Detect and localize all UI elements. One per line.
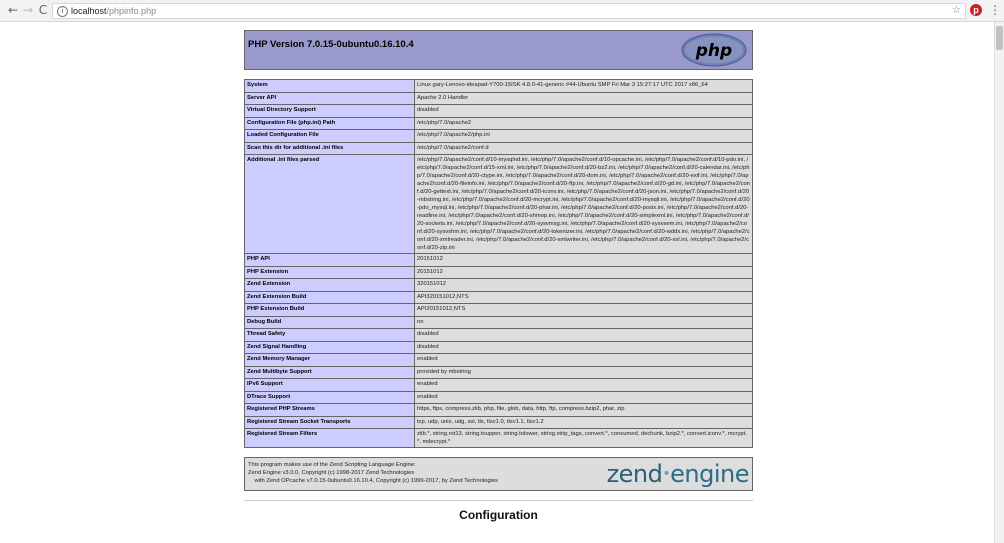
row-key: Registered Stream Filters — [245, 429, 415, 448]
table-row — [245, 416, 753, 429]
row-key: Zend Extension Build — [245, 291, 415, 304]
row-key: Zend Multibyte Support — [245, 366, 415, 379]
table-row — [245, 105, 753, 118]
row-value: https, ftps, compress.zlib, php, file, glob, data, http, ftp, compress.bzip2, phar, zip — [415, 404, 753, 417]
section-divider — [244, 500, 753, 501]
page-scrollbar[interactable] — [994, 22, 1004, 543]
row-key: PHP Extension — [245, 266, 415, 279]
row-value: /etc/php/7.0/apache2/conf.d — [415, 142, 753, 155]
table-row — [245, 142, 753, 155]
row-value: API20151012,NTS — [415, 304, 753, 317]
forward-arrow-icon[interactable]: → — [22, 3, 34, 17]
page-info-icon[interactable]: i — [57, 6, 68, 17]
scrollbar-thumb[interactable] — [996, 26, 1003, 50]
row-value: disabled — [415, 105, 753, 118]
row-key: DTrace Support — [245, 391, 415, 404]
zend-credit-line-3: with Zend OPcache v7.0.15-0ubuntu0.16.10.4, Copyright (c) 1999-2017, by Zend Technologies — [248, 478, 498, 484]
row-key: Zend Signal Handling — [245, 341, 415, 354]
row-key: PHP Extension Build — [245, 304, 415, 317]
table-row — [245, 291, 753, 304]
table-row — [245, 366, 753, 379]
row-value: disabled — [415, 329, 753, 342]
zend-credit-line-1: This program makes use of the Zend Scripting Language Engine: — [248, 462, 416, 468]
zend-logo-main: zend — [606, 460, 663, 488]
php-version-title: PHP Version 7.0.15-0ubuntu0.16.10.4 — [248, 39, 414, 50]
row-value: Apache 2.0 Handler — [415, 92, 753, 105]
url-text — [71, 5, 156, 17]
zend-engine-logo-icon — [607, 460, 749, 488]
table-row — [245, 304, 753, 317]
row-value: zlib.*, string.rot13, string.toupper, string.tolower, string.strip_tags, convert.*, consumed, dechunk, bzip2.*, convert.iconv.*, mcrypt.*, mdecrypt.* — [415, 429, 753, 448]
configuration-heading: Configuration — [459, 508, 538, 522]
back-arrow-icon[interactable]: ← — [7, 3, 19, 17]
zend-credits — [248, 461, 498, 485]
row-value: disabled — [415, 341, 753, 354]
row-key: Scan this dir for additional .ini files — [245, 142, 415, 155]
zend-footer — [244, 457, 753, 491]
row-value: Linux gary-Lenovo-ideapad-Y700-15ISK 4.8.0-41-generic #44-Ubuntu SMP Fri Mar 3 15:27:17 UTC 2017 x86_64 — [415, 80, 753, 93]
row-key: Server API — [245, 92, 415, 105]
row-key: System — [245, 80, 415, 93]
pinterest-extension-icon[interactable]: p — [970, 4, 982, 16]
row-value: /etc/php/7.0/apache2 — [415, 117, 753, 130]
phpinfo-page — [244, 30, 753, 522]
table-row — [245, 379, 753, 392]
bookmark-star-icon[interactable]: ☆ — [952, 5, 961, 16]
url-host: localhost — [71, 6, 107, 16]
row-value: /etc/php/7.0/apache2/conf.d/10-mysqlnd.ini, /etc/php/7.0/apache2/conf.d/10-opcache.ini, /etc/php/7.0/apache2/conf.d/10-pdo.ini, /etc/php/7.0/apache2/conf.d/15-xml.ini, /etc/php/7.0/apache2/conf.d/20-bz2.ini, /etc/php/7.0/apache2/conf.d/20-calendar.ini, /etc/php/7.0/apache2/conf.d/20-ctype.ini, /etc/php/7.0/apache2/conf.d/20-dom.ini, /etc/php/7.0/apache2/conf.d/20-exif.ini, /etc/php/7.0/apache2/conf.d/20-fileinfo.ini, /etc/php/7.0/apache2/conf.d/20-ftp.ini, /etc/php/7.0/apache2/conf.d/20-gd.ini, /etc/php/7.0/apache2/conf.d/20-gettext.ini, /etc/php/7.0/apache2/conf.d/20-iconv.ini, /etc/php/7.0/apache2/conf.d/20-json.ini, /etc/php/7.0/apache2/conf.d/20-mbstring.ini, /etc/php/7.0/apache2/conf.d/20-mcrypt.ini, /etc/php/7.0/apache2/conf.d/20-mysqli.ini, /etc/php/7.0/apache2/conf.d/20-pdo_mysql.ini, /etc/php/7.0/apache2/conf.d/20-phar.ini, /etc/php/7.0/apache2/conf.d/20-posix.ini, /etc/php/7.0/apache2/conf.d/20-readline.ini, /etc/php/7.0/apache2/conf.d/20-shmop.ini, /etc/php/7.0/apache2/conf.d/20-simplexml.ini, /etc/php/7.0/apache2/conf.d/20-sockets.ini, /etc/php/7.0/apache2/conf.d/20-sysvmsg.ini, /etc/php/7.0/apache2/conf.d/20-sysvsem.ini, /etc/php/7.0/apache2/conf.d/20-sysvshm.ini, /etc/php/7.0/apache2/conf.d/20-tokenizer.ini, /etc/php/7.0/apache2/conf.d/20-wddx.ini, /etc/php/7.0/apache2/conf.d/20-xmlreader.ini, /etc/php/7.0/apache2/conf.d/20-xmlwriter.ini, /etc/php/7.0/apache2/conf.d/20-xsl.ini, /etc/php/7.0/apache2/conf.d/20-zip.ini — [415, 155, 753, 254]
browser-menu-icon[interactable]: ⋮ — [989, 3, 1001, 17]
table-row — [245, 266, 753, 279]
row-key: Zend Extension — [245, 279, 415, 292]
table-row — [245, 316, 753, 329]
php-logo-text: php — [695, 41, 733, 61]
info-table — [244, 79, 753, 448]
zend-logo-rest: engine — [670, 460, 749, 488]
url-path: /phpinfo.php — [106, 6, 157, 16]
php-logo-icon — [681, 33, 747, 67]
row-key: Thread Safety — [245, 329, 415, 342]
zend-logo-dot: • — [662, 466, 671, 482]
table-row — [245, 404, 753, 417]
table-row — [245, 80, 753, 93]
row-key: Debug Build — [245, 316, 415, 329]
table-row — [245, 155, 753, 254]
table-row — [245, 329, 753, 342]
version-header — [244, 30, 753, 70]
row-value: 20151012 — [415, 254, 753, 267]
row-value: 20151012 — [415, 266, 753, 279]
row-value: enabled — [415, 354, 753, 367]
row-value: tcp, udp, unix, udg, ssl, tls, tlsv1.0, tlsv1.1, tlsv1.2 — [415, 416, 753, 429]
table-row — [245, 117, 753, 130]
row-key: Configuration File (php.ini) Path — [245, 117, 415, 130]
table-row — [245, 279, 753, 292]
row-value: API320151012,NTS — [415, 291, 753, 304]
address-bar[interactable] — [52, 3, 966, 19]
table-row — [245, 341, 753, 354]
row-key: PHP API — [245, 254, 415, 267]
row-value: /etc/php/7.0/apache2/php.ini — [415, 130, 753, 143]
browser-toolbar — [0, 0, 1004, 22]
row-key: Zend Memory Manager — [245, 354, 415, 367]
row-value: 320151012 — [415, 279, 753, 292]
row-value: enabled — [415, 379, 753, 392]
reload-icon[interactable]: C — [38, 3, 48, 17]
row-key: Registered PHP Streams — [245, 404, 415, 417]
table-row — [245, 354, 753, 367]
row-key: Additional .ini files parsed — [245, 155, 415, 254]
row-key: Virtual Directory Support — [245, 105, 415, 118]
table-row — [245, 429, 753, 448]
row-value: no — [415, 316, 753, 329]
table-row — [245, 92, 753, 105]
row-key: Loaded Configuration File — [245, 130, 415, 143]
row-key: Registered Stream Socket Transports — [245, 416, 415, 429]
row-value: provided by mbstring — [415, 366, 753, 379]
row-key: IPv6 Support — [245, 379, 415, 392]
row-value: enabled — [415, 391, 753, 404]
table-row — [245, 130, 753, 143]
table-row — [245, 391, 753, 404]
zend-credit-line-2: Zend Engine v3.0.0, Copyright (c) 1998-2017 Zend Technologies — [248, 470, 415, 476]
table-row — [245, 254, 753, 267]
